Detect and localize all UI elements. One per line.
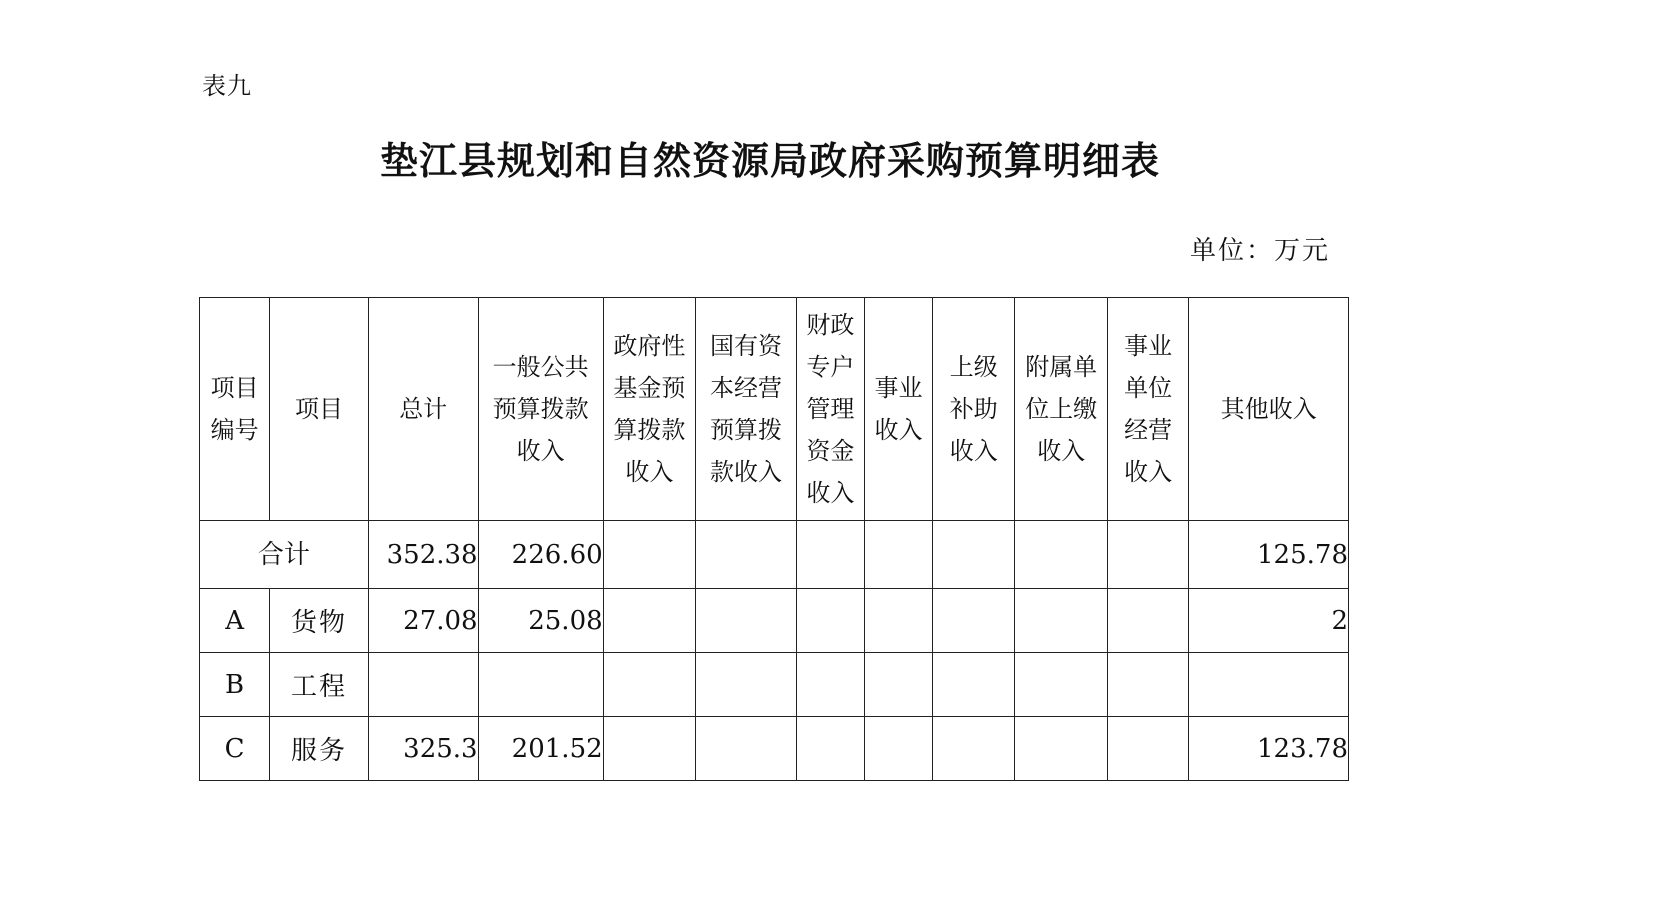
total-label: 合计 [200, 521, 369, 589]
header-cell: 事业单位经营收入 [1107, 298, 1188, 521]
table-cell [696, 589, 797, 653]
header-cell: 一般公共预算拨款收入 [478, 298, 603, 521]
table-cell [864, 717, 932, 781]
total-cell [796, 521, 864, 589]
table-number-label: 表九 [202, 72, 252, 100]
table-cell [368, 653, 478, 717]
header-row [200, 298, 1349, 521]
table-cell: 27.08 [368, 589, 478, 653]
total-cell: 352.38 [368, 521, 478, 589]
table-cell: 325.3 [368, 717, 478, 781]
header-cell: 附属单位上缴收入 [1015, 298, 1108, 521]
item-code: A [200, 589, 270, 653]
table-row [200, 717, 1349, 781]
total-cell: 226.60 [478, 521, 603, 589]
table-cell [603, 717, 696, 781]
table-cell [933, 717, 1015, 781]
table-cell [1189, 653, 1349, 717]
header-cell: 总计 [368, 298, 478, 521]
table-cell [696, 653, 797, 717]
unit-label: 单位：万元 [1190, 236, 1331, 266]
table-cell [603, 589, 696, 653]
table-cell: 2 [1189, 589, 1349, 653]
table-cell: 123.78 [1189, 717, 1349, 781]
total-row [200, 521, 1349, 589]
header-cell: 国有资本经营预算拨款收入 [696, 298, 797, 521]
header-cell: 政府性基金预算拨款收入 [603, 298, 696, 521]
document-title: 垫江县规划和自然资源局政府采购预算明细表 [379, 138, 1160, 183]
table-cell [933, 589, 1015, 653]
table-cell [478, 653, 603, 717]
table-row [200, 653, 1349, 717]
item-name: 货物 [270, 589, 369, 653]
total-cell [1107, 521, 1188, 589]
total-cell [603, 521, 696, 589]
table-cell: 25.08 [478, 589, 603, 653]
table-cell [796, 589, 864, 653]
procurement-budget-table [199, 297, 1349, 781]
item-code: B [200, 653, 270, 717]
item-name: 服务 [270, 717, 369, 781]
table-cell [1015, 589, 1108, 653]
total-cell [696, 521, 797, 589]
item-name: 工程 [270, 653, 369, 717]
total-cell: 125.78 [1189, 521, 1349, 589]
table-cell [796, 653, 864, 717]
item-code: C [200, 717, 270, 781]
table-cell: 201.52 [478, 717, 603, 781]
table-cell [1107, 653, 1188, 717]
header-cell: 财政专户管理资金收入 [796, 298, 864, 521]
header-cell: 项目 [270, 298, 369, 521]
table-cell [603, 653, 696, 717]
table-cell [1107, 717, 1188, 781]
total-cell [933, 521, 1015, 589]
table-cell [864, 589, 932, 653]
table-cell [796, 717, 864, 781]
table-cell [1015, 653, 1108, 717]
table-cell [1015, 717, 1108, 781]
header-cell: 上级补助收入 [933, 298, 1015, 521]
table-cell [696, 717, 797, 781]
total-cell [1015, 521, 1108, 589]
total-cell [864, 521, 932, 589]
table-cell [933, 653, 1015, 717]
table-row [200, 589, 1349, 653]
header-cell: 事业收入 [864, 298, 932, 521]
table-cell [864, 653, 932, 717]
table-cell [1107, 589, 1188, 653]
header-cell: 项目编号 [200, 298, 270, 521]
header-cell: 其他收入 [1189, 298, 1349, 521]
